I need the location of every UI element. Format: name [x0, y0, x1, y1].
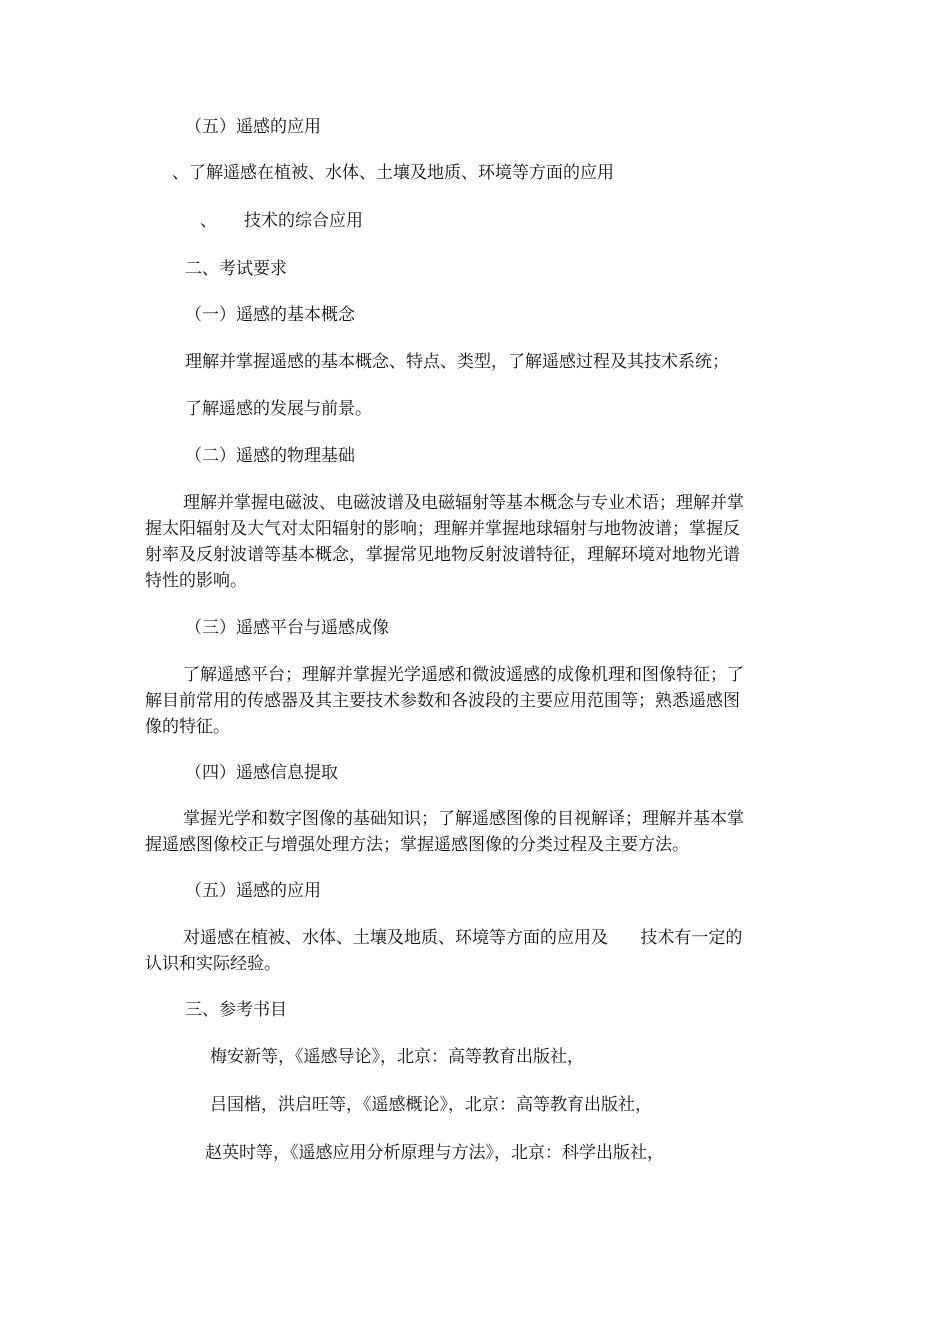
paragraph-extraction-line-1: 掌握光学和数字图像的基础知识；了解遥感图像的目视解译；理解并基本掌	[183, 809, 744, 829]
paragraph-platforms-line-1: 了解遥感平台；理解并掌握光学遥感和微波遥感的成像机理和图像特征；了	[183, 665, 744, 685]
reference-item-2: 吕国楷，洪启旺等，《遥感概论》，北京：高等教育出版社，	[210, 1095, 652, 1115]
subsection-heading-info-extraction: （四）遥感信息提取	[185, 763, 338, 783]
paragraph-physical-basis-line-3: 射率及反射波谱等基本概念，掌握常见地物反射波谱特征，理解环境对地物光谱	[145, 545, 740, 565]
subsection-heading-applications: （五）遥感的应用	[185, 881, 321, 901]
reference-item-3: 赵英时等，《遥感应用分析原理与方法》，北京：科学出版社，	[205, 1143, 664, 1163]
subsection-heading-platforms-imaging: （三）遥感平台与遥感成像	[185, 618, 389, 638]
paragraph-physical-basis-line-2: 握太阳辐射及大气对太阳辐射的影响；理解并掌握地球辐射与地物波谱；掌握反	[145, 519, 740, 539]
paragraph-applications-line-2: 认识和实际经验。	[145, 954, 281, 974]
paragraph-physical-basis-line-4: 特性的影响。	[145, 571, 247, 591]
reference-item-1: 梅安新等，《遥感导论》，北京：高等教育出版社，	[210, 1047, 584, 1067]
section-heading-applications: （五）遥感的应用	[185, 117, 321, 137]
paragraph-physical-basis-line-1: 理解并掌握电磁波、电磁波谱及电磁辐射等基本概念与专业术语；理解并掌	[183, 493, 744, 513]
paragraph-platforms-line-2: 解目前常用的传感器及其主要技术参数和各波段的主要应用范围等；熟悉遥感图	[145, 691, 740, 711]
subsection-heading-basic-concepts: （一）遥感的基本概念	[185, 305, 355, 325]
paragraph-platforms-line-3: 像的特征。	[145, 717, 230, 737]
paragraph-applications-line-1: 对遥感在植被、水体、土壤及地质、环境等方面的应用及 技术有一定的	[183, 928, 743, 948]
paragraph-basic-concepts-2: 了解遥感的发展与前景。	[185, 399, 372, 419]
list-item-applications: 、了解遥感在植被、水体、土壤及地质、环境等方面的应用	[172, 163, 614, 183]
paragraph-extraction-line-2: 握遥感图像校正与增强处理方法；掌握遥感图像的分类过程及主要方法。	[145, 835, 689, 855]
list-item-integrated-tech: 、 技术的综合应用	[200, 211, 364, 231]
paragraph-basic-concepts-1: 理解并掌握遥感的基本概念、特点、类型，了解遥感过程及其技术系统；	[185, 352, 729, 372]
section-heading-references: 三、参考书目	[185, 1000, 287, 1020]
section-heading-exam-requirements: 二、考试要求	[185, 259, 287, 279]
subsection-heading-physical-basis: （二）遥感的物理基础	[185, 446, 355, 466]
